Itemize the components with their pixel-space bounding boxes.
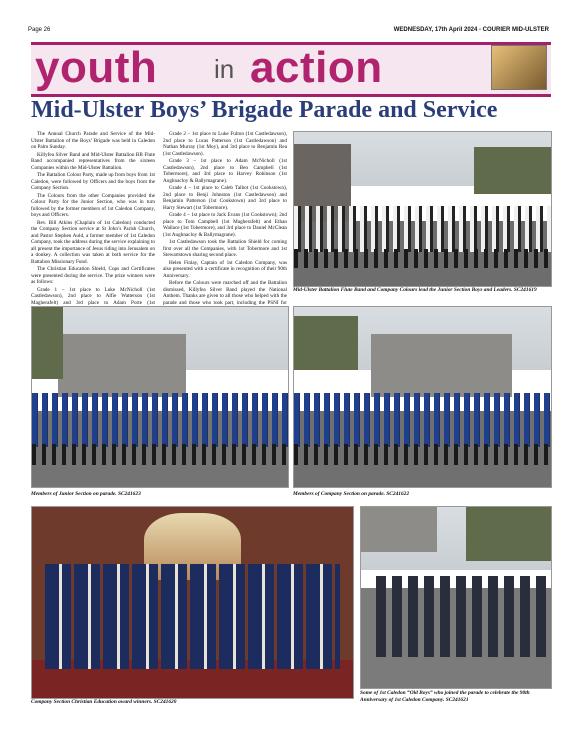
article-column-2 [163, 131, 287, 306]
banner-word-in: in [214, 54, 235, 84]
caption-company: Members of Company Section on parade. SC241622 [293, 491, 410, 497]
paragraph: Grade 2 – 1st place to Luke Fulton (1st Castledawson), 2nd place to Lucas Patterson (1st Castledawson) and Nathan Murray (1st Moy), and 3rd place to Benjamin Rea (1st Castledawson). [163, 131, 287, 157]
date-line: WEDNESDAY, 17th April 2024 - COURIER MID-ULSTER [393, 27, 549, 33]
section-banner [31, 42, 551, 97]
paragraph: The Colours from the other Companies provided the Colour Party for the Junior Section, who was in turn followed by the former members of 1st Caledon Company, boys and Officers. [31, 192, 155, 218]
paragraph: The Annual Church Parade and Service of the Mid-Ulster Battalion of the Boys’ Brigade was held in Caledon on Palm Sunday. [31, 131, 155, 150]
paragraph: The Christian Education Shield, Cups and Certificates were presented during the service. The prize winners were as follows: [31, 266, 155, 285]
cyclists-logo-image [491, 45, 547, 90]
band-photo [293, 131, 552, 287]
caption-old-boys: Some of 1st Caledon “Old Boys” who joined the parade to celebrate the 90th Anniversary of 1st Caledon Company. SC241621 [360, 690, 530, 703]
headline: Mid-Ulster Boys’ Brigade Parade and Service [31, 97, 498, 123]
paragraph: Rev. Bill Atkins (Chaplain of 1st Caledon) conducted the Company Section service at St John’s Parish Church, and Pastor Stephen Auld, a former member of 1st Caledon Company, took the address during the service explaining to all present the importance of Jesus riding into Jerusalem on a donkey. A collection was taken at both service for the Battalion Missionary Fund. [31, 219, 155, 265]
caption-band: Mid-Ulster Battalion Flute Band and Company Colours lead the Junior Section Boys and Leaders. SC241619 [293, 287, 537, 293]
old-boys-photo [360, 506, 552, 689]
article-column-1 [31, 131, 155, 306]
award-winners-photo [31, 506, 354, 699]
banner-word-youth: youth [35, 43, 158, 92]
paragraph: Helen Finlay, Captain of 1st Caledon Company, was also presented with a certificate in recognition of their 90th Anniversary. [163, 259, 287, 279]
paragraph: The Battalion Colour Party, made up from boys from 1st Caledon, were followed by Officers and the boys from the Company Section. [31, 172, 155, 191]
caption-junior: Members of Junior Section on parade. SC241623 [31, 491, 141, 497]
paragraph: Grade 3 – 1st place to Adam McNicholl (1st Castledawson), 2nd place to Ben Campbell (1st Tobermore), and 3rd place to Harvey Robinson (1st Aughnacloy & Ballymagrane). [163, 158, 287, 184]
company-section-photo [293, 306, 552, 488]
paragraph: Before the Colours were marched off and the Battalion dismissed, Killyfea Silver Band played the National Anthem. Thanks are given to all those who helped with the parade and those who took part, including the PSNI for [163, 280, 287, 306]
caption-awards: Company Section Christian Education award winners. SC241620 [31, 699, 177, 705]
paragraph: 1st Castledawson took the Battalion Shield for coming first over all the Companies, with 1st Tobermore and 1st Stewartstown sharing second place. [163, 239, 287, 258]
paragraph: Killyfea Silver Band and Mid-Ulster Battalion BB Flute Band accompanied representatives from the sixteen Companies within the Mid-Ulster Battalion. [31, 151, 155, 171]
junior-section-photo [31, 306, 289, 488]
paragraph: Grade 1 – 1st place to Luke McNicholl (1st Castledawson), 2nd place to Alfie Watterson (1st Magherafelt) and 3rd place to Adam Porte (1st [31, 286, 155, 306]
banner-word-action: action [250, 43, 383, 92]
page-number: Page 26 [28, 27, 51, 33]
paragraph: Grade 4 – 1st place to Caleb Talbot (1st Cookstown), 2nd place to Benji Johnston (1st Castledawson) and Benjamin Patterson (1st Cookstown) and 3rd place to Harry Stewart (1st Tobermore). [163, 185, 287, 211]
paragraph: Grade 4 – 1st place to Jack Evans (1st Cookstown); 2nd place to Tom Campbell (1st Magherafelt) and Ethan Wallace (1st Tobermore), and 3rd place to Daniel McClean (1st Aughnacloy & Ballymagrane). [163, 212, 287, 238]
